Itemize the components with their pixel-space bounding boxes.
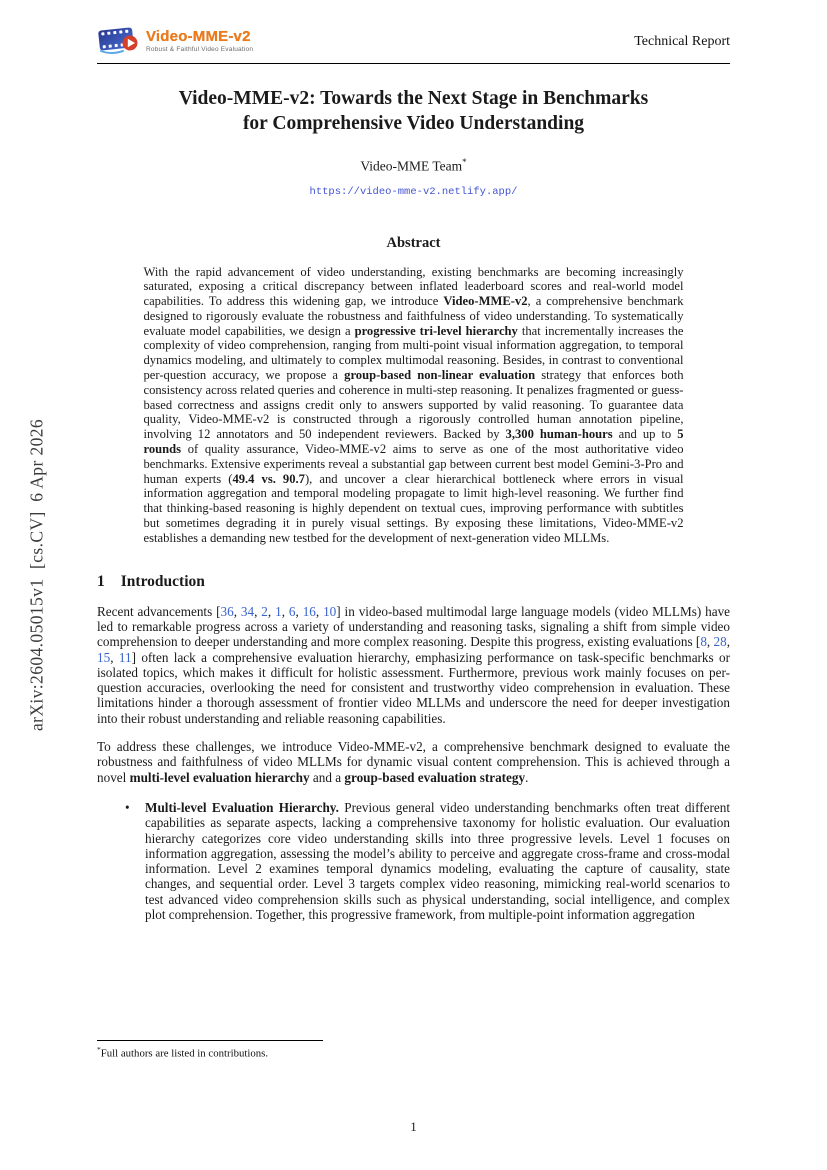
citation-link[interactable]: 11 [118,649,132,665]
logo-subtitle: Robust & Faithful Video Evaluation [146,45,254,53]
authors-line [97,157,730,175]
bullet-multi-level-hierarchy [97,800,730,922]
abstract-heading: Abstract [386,234,441,251]
citation-link[interactable]: 10 [323,603,337,619]
citation-link[interactable]: 16 [302,603,316,619]
logo-title: Video-MME-v2 [146,28,251,46]
citation-link[interactable]: 15 [97,649,111,665]
bullet-marker: • [125,799,130,815]
citation-link[interactable]: 34 [240,603,255,619]
project-url-link[interactable]: https://video-mme-v2.netlify.app/ [309,185,518,198]
citation-link[interactable]: 1 [275,603,282,619]
page-header [97,24,730,59]
author-team: Video-MME Team [360,158,463,174]
video-mme-logo-icon [97,24,139,59]
bullet-text: Multi-level Evaluation Hierarchy. Previous general video understanding benchmarks often treat different capabilities as separate aspects, lacking a comprehensive taxonomy for holistic evaluation. Our evaluation hierarchy categorizes core video understanding skills into three progressive levels. Level 1 focuses on information aggregation, assessing the model’s ability to perceive and aggregate cross-frame and cross-modal information. Level 2 examines temporal dynamics modeling, evaluating the capture of causality, state changes, and sequential order. Level 3 targets complex video reasoning, mimicking real-world scenarios to test advanced video comprehension skills such as physical understanding, social intelligence, and complex plot comprehension. Together, this progressive framework, from multiple-point information aggregation [145,799,730,922]
paper-title [97,86,730,136]
section-heading-introduction [97,573,730,591]
citation-link[interactable]: 36 [220,603,234,619]
abstract-text: With the rapid advancement of video understanding, existing benchmarks are becoming increasingly saturated, exposing a critical discrepancy between inflated leaderboard scores and real-world model capabilities. To address this widening gap, we introduce Video-MME-v2, a comprehensive benchmark designed to rigorously evaluate the robustness and faithfulness of video understanding. To systematically evaluate model capabilities, we design a progressive tri-level hierarchy that incrementally increases the complexity of video comprehension, ranging from multi-point visual information aggregation, to temporal dynamics modeling, and ultimately to complex multimodal reasoning. Besides, in contrast to conventional per-question accuracy, we propose a group-based non-linear evaluation strategy that enforces both consistency across related queries and coherence in multi-step reasoning. It penalizes fragmented or guess-based correctness and assigns credit only to answers supported by valid reasoning. To guarantee data quality, Video-MME-v2 is constructed through a rigorously controlled human annotation pipeline, involving 12 annotators and 50 independent reviewers. Backed by 3,300 human-hours and up to 5 rounds of quality assurance, Video-MME-v2 aims to serve as one of the most authoritative video benchmarks. Extensive experiments reveal a substantial gap between current best model Gemini-3-Pro and human experts (49.4 vs. 90.7), and uncover a clear hierarchical bottleneck where errors in visual information aggregation and temporal modeling propagate to limit high-level reasoning. We further find that thinking-based reasoning is highly dependent on textual cues, improving performance with subtitles but sometimes degrading it in purely visual settings. By exposing these limitations, Video-MME-v2 establishes a demanding new testbed for the development of next-generation video MLLMs. [143,264,684,545]
arxiv-watermark: arXiv:2604.05015v1 [cs.CV] 6 Apr 2026 [26,418,47,732]
footnote-block [97,1040,730,1060]
logo-text-block [146,29,253,54]
footnote-body: Full authors are listed in contributions. [100,1047,269,1060]
project-url-row [97,181,730,199]
footnote-text [97,1045,730,1060]
technical-report-label: Technical Report [634,33,730,49]
intro-paragraph-1: Recent advancements [36, 34, 2, 1, 6, 16, 10] in video-based multimodal large language models (video MLLMs) have led to remarkable progress across a variety of understanding and reasoning tasks, signaling a shift from simple video comprehension to deeper understanding and more complex reasoning. Despite this progress, existing evaluations [8, 28, 15, 11] often lack a comprehensive evaluation hierarchy, emphasizing performance on task-specific benchmarks or isolated topics, which makes it difficult for holistic assessment. Furthermore, previous work mainly focuses on per-question accuracies, overlooking the need for consistent and trustworthy video comprehension in evaluation. These limitations hinder a thorough assessment of frontier video MLLMs and underscore the need for deeper investigation into their robust understanding and reliable reasoning capabilities. [97,603,731,726]
citation-link[interactable]: 2 [261,603,268,619]
page-number: 1 [410,1119,417,1134]
video-mme-logo [97,24,253,59]
citation-link[interactable]: 8 [700,634,707,650]
paper-title-line1: Video-MME-v2: Towards the Next Stage in Benchmarks [178,88,649,109]
intro-paragraph-2: To address these challenges, we introduce Video-MME-v2, a comprehensive benchmark designed to evaluate the robustness and faithfulness of video MLLMs for dynamic visual content comprehension. This is achieved through a novel multi-level evaluation hierarchy and a group-based evaluation strategy. [97,739,730,785]
citation-link[interactable]: 6 [288,603,296,619]
footnote-mark: * [97,1045,101,1054]
footnote-divider [97,1040,323,1041]
citation-link[interactable]: 28 [713,634,727,650]
header-divider [97,63,730,64]
author-affiliation-mark: * [462,157,467,167]
main-column [97,86,730,922]
section-title: Introduction [120,572,205,590]
paper-title-line2: for Comprehensive Video Understanding [242,113,585,134]
section-number: 1 [97,572,105,590]
